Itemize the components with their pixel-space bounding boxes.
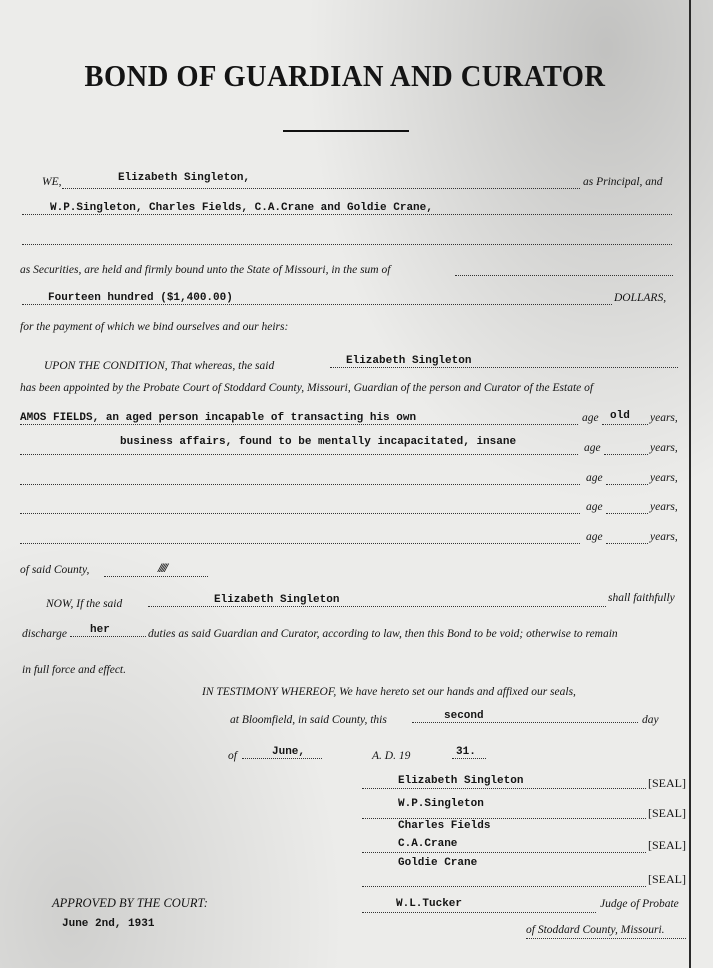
judge-label: Judge of Probate (600, 898, 679, 910)
signature-line-1 (362, 788, 646, 789)
seal-4: [SEAL] (648, 872, 686, 886)
signature-4: C.A.Crane (398, 838, 458, 850)
we-label: WE, (42, 176, 62, 188)
years-label-2: years, (650, 442, 678, 454)
month-line (242, 758, 322, 759)
ward-line-1: AMOS FIELDS, an aged person incapable of transacting his own (20, 412, 417, 424)
sum-line-top (455, 275, 673, 276)
age-dots-2 (604, 454, 648, 455)
years-label-3: years, (650, 472, 678, 484)
signature-2: W.P.Singleton (398, 798, 484, 810)
signature-line-2 (362, 818, 646, 819)
seal-2: [SEAL] (648, 806, 686, 820)
year-value: 31. (456, 746, 476, 758)
age-dots-1 (602, 424, 648, 425)
age-dots-3 (606, 484, 648, 485)
signature-5: Goldie Crane (398, 857, 478, 869)
age-label-4: age (586, 501, 603, 513)
ward-dots-4 (20, 513, 580, 514)
day-label: day (642, 714, 659, 726)
discharge-label: discharge (22, 628, 67, 640)
ward-dots-1 (20, 424, 578, 425)
as-securities-text: as Securities, are held and firmly bound unto the State of Missouri, in the sum of (20, 264, 391, 276)
ward-line-2: business affairs, found to be mentally incapacitated, insane (120, 436, 517, 448)
force-text: in full force and effect. (22, 664, 127, 676)
dollars-label: DOLLARS, (614, 292, 667, 304)
judge-county-line (526, 938, 686, 939)
securities-names: W.P.Singleton, Charles Fields, C.A.Crane and Goldie Crane, (50, 202, 433, 214)
sum-text: Fourteen hundred ($1,400.00) (48, 292, 233, 304)
ad-label: A. D. 19 (372, 750, 411, 762)
signature-1: Elizabeth Singleton (398, 775, 524, 787)
discharge-line (70, 636, 146, 637)
faithfully-label: shall faithfully (608, 592, 675, 604)
of-label: of (228, 750, 237, 762)
payment-text: for the payment of which we bind ourselves and our heirs: (20, 321, 289, 333)
now-text: NOW, If the said (46, 598, 123, 610)
day-line (412, 722, 638, 723)
ward-dots-2 (20, 454, 578, 455)
county-label: of said County, (20, 564, 90, 576)
seal-3: [SEAL] (648, 838, 686, 852)
judge-county: of Stoddard County, Missouri. (526, 924, 665, 936)
page-edge (689, 0, 691, 968)
judge-name: W.L.Tucker (396, 898, 463, 910)
approved-label: APPROVED BY THE COURT: (52, 896, 208, 910)
ward-dots-5 (20, 543, 580, 544)
years-label-5: years, (650, 531, 678, 543)
judge-line (362, 912, 596, 913)
now-line (148, 606, 606, 607)
condition-text: UPON THE CONDITION, That whereas, the said (44, 360, 275, 372)
years-label-1: years, (650, 412, 678, 424)
county-scribble: ///// (158, 560, 167, 575)
discharge-value: her (90, 624, 110, 636)
signature-line-4 (362, 886, 646, 887)
principal-name: Elizabeth Singleton, (118, 172, 251, 184)
now-name: Elizabeth Singleton (214, 594, 340, 606)
ward-age: old (610, 410, 630, 422)
ward-dots-3 (20, 484, 580, 485)
securities-line-1 (22, 214, 672, 215)
signature-line-3 (362, 852, 646, 853)
bloomfield-text: at Bloomfield, in said County, this (230, 714, 387, 726)
appointed-text: has been appointed by the Probate Court of Stoddard County, Missouri, Guardian of the person and Curator of the Estate of (20, 382, 594, 394)
securities-line-2 (22, 244, 672, 245)
document-title: BOND OF GUARDIAN AND CURATOR (84, 58, 606, 93)
duties-text: duties as said Guardian and Curator, according to law, then this Bond to be void; otherwise to remain (148, 628, 618, 640)
sum-line (22, 304, 612, 305)
age-label-1: age (582, 412, 599, 424)
years-label-4: years, (650, 501, 678, 513)
as-principal-label: as Principal, and (583, 176, 663, 188)
age-label-2: age (584, 442, 601, 454)
testimony-text: IN TESTIMONY WHEREOF, We have hereto set our hands and affixed our seals, (202, 686, 576, 698)
age-dots-5 (606, 543, 648, 544)
condition-name: Elizabeth Singleton (346, 355, 472, 367)
title-rule (283, 130, 409, 132)
seal-1: [SEAL] (648, 776, 686, 790)
day-value: second (444, 710, 484, 722)
age-label-3: age (586, 472, 603, 484)
condition-line (330, 367, 678, 368)
age-dots-4 (606, 513, 648, 514)
approved-date: June 2nd, 1931 (62, 918, 155, 930)
month-value: June, (272, 746, 306, 758)
county-line (104, 576, 208, 577)
principal-line (62, 188, 580, 189)
year-line (452, 758, 486, 759)
age-label-5: age (586, 531, 603, 543)
signature-3: Charles Fields (398, 820, 491, 832)
